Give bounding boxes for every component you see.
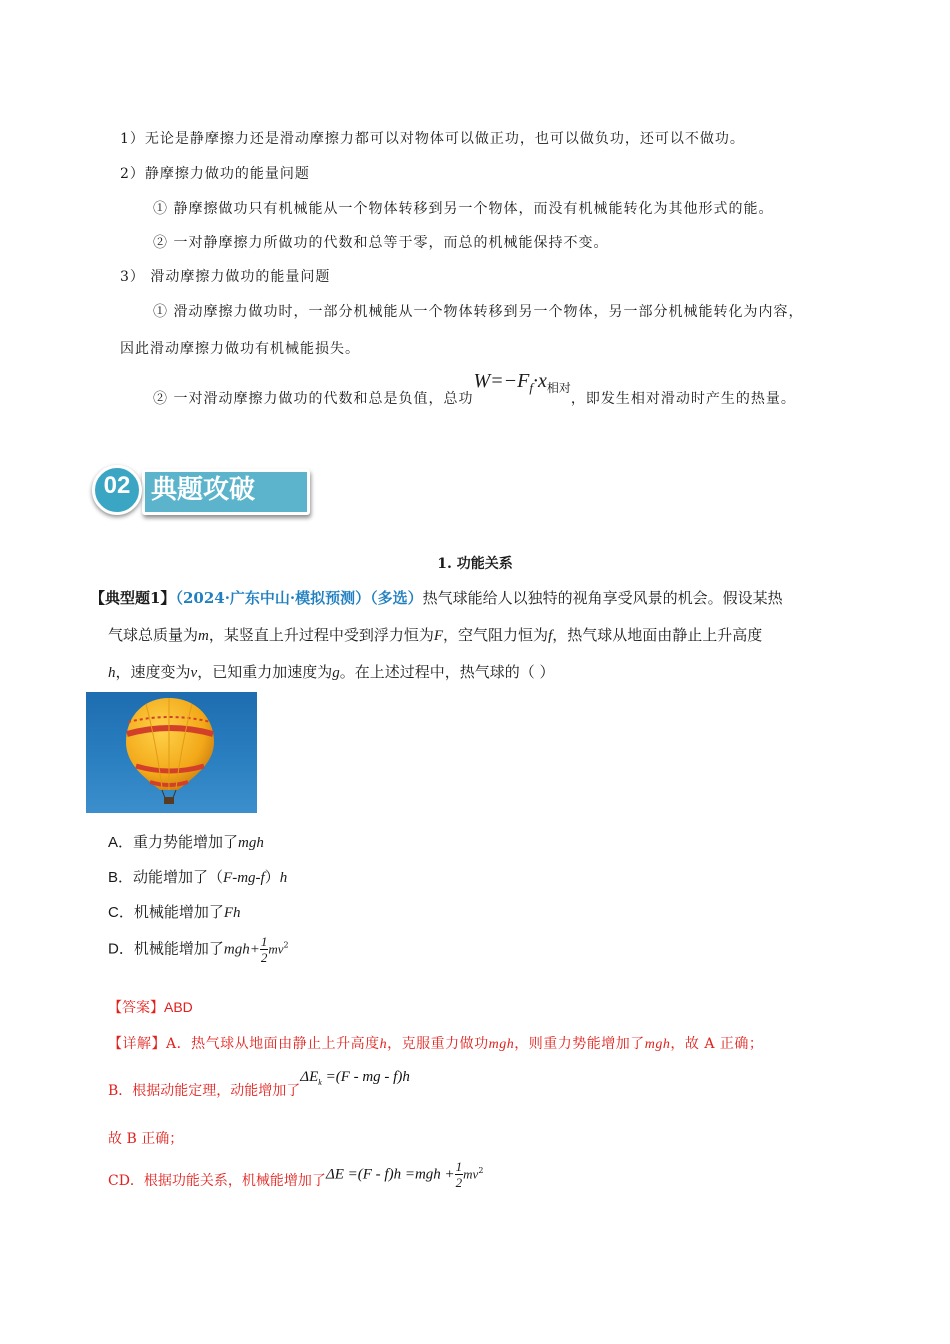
stem-text: ，速度变为 bbox=[115, 663, 191, 681]
mechanical-energy-formula: ΔE =(F - f)h =mgh + bbox=[325, 1166, 455, 1183]
stem-text: ，某竖直上升过程中受到浮力恒为 bbox=[208, 626, 434, 644]
formula-rest: =(F - mg - f)h bbox=[321, 1069, 410, 1085]
note-1: 1）无论是静摩擦力还是滑动摩擦力都可以对物体可以做正功，也可以做负功，还可以不做功。 bbox=[120, 131, 745, 147]
option-d-label: D． bbox=[108, 940, 134, 958]
option-c-label: C． bbox=[108, 904, 134, 921]
question-source: （2024·广东中山·模拟预测） bbox=[175, 589, 371, 607]
explain-line-3: 故 B 正确； bbox=[108, 1131, 184, 1147]
var-mgh: mgh bbox=[488, 1037, 515, 1052]
option-d-sup: 2 bbox=[283, 940, 289, 950]
note-3b-tail: ，即发生相对滑动时产生的热量。 bbox=[570, 391, 796, 407]
var-m: m bbox=[198, 628, 209, 644]
stem-text: ，热气球从地面由静止上升高度 bbox=[552, 626, 763, 644]
fraction-numerator: 1 bbox=[260, 934, 268, 949]
formula-delta-e: ΔE bbox=[300, 1069, 319, 1085]
option-b-text: 动能增加了（ bbox=[133, 868, 224, 886]
option-b-h: h bbox=[279, 870, 288, 886]
option-c-text: 机械能增加了 bbox=[133, 903, 224, 921]
stem-text: ，空气阻力恒为 bbox=[443, 626, 549, 644]
option-a-text: 重力势能增加了 bbox=[133, 833, 239, 851]
answer-label: 【答案】 bbox=[108, 1000, 164, 1016]
work-formula-x: ·x bbox=[532, 370, 547, 392]
work-formula bbox=[473, 370, 571, 395]
explain-text: ，则重力势能增加了 bbox=[514, 1036, 645, 1052]
note-3b bbox=[153, 370, 796, 407]
option-b-tail: ） bbox=[264, 868, 280, 886]
fraction-denominator: 2 bbox=[260, 950, 268, 965]
formula-tail: mv bbox=[463, 1166, 479, 1182]
work-formula-sub-rel: 相对 bbox=[546, 381, 571, 395]
question-stem-1: 热气球能给人以独特的视角享受风景的机会。假设某热 bbox=[422, 589, 783, 607]
answer-line bbox=[108, 997, 193, 1017]
option-d bbox=[108, 935, 289, 964]
var-mgh: mgh bbox=[644, 1037, 671, 1052]
fraction-numerator: 1 bbox=[455, 1159, 463, 1174]
explain-line-2 bbox=[108, 1066, 410, 1099]
banner-number: 02 bbox=[92, 465, 142, 515]
note-2b: ② 一对静摩擦力所做功的代数和总等于零，而总的机械能保持不变。 bbox=[153, 235, 609, 251]
option-b-math: F-mg-f bbox=[223, 870, 265, 886]
kinetic-energy-formula bbox=[300, 1069, 410, 1085]
var-F: F bbox=[433, 628, 444, 644]
option-d-math: mgh+ bbox=[223, 941, 260, 958]
question-line-1 bbox=[90, 587, 783, 608]
var-g: g bbox=[332, 665, 340, 681]
explain-label: 【详解】 bbox=[108, 1036, 166, 1052]
option-b-label: B． bbox=[108, 869, 134, 886]
option-c-math: Fh bbox=[223, 905, 241, 921]
var-h: h bbox=[379, 1037, 388, 1052]
option-d-text: 机械能增加了 bbox=[133, 939, 224, 958]
explain-text: A．热气球从地面由静止上升高度 bbox=[166, 1036, 380, 1052]
work-formula-main: W=−F bbox=[473, 370, 530, 392]
question-type: （多选） bbox=[370, 589, 423, 607]
note-3a-cont: 因此滑动摩擦力做功有机械能损失。 bbox=[120, 341, 360, 357]
note-2: 2）静摩擦力做功的能量问题 bbox=[120, 166, 310, 182]
stem-text: ，已知重力加速度为 bbox=[197, 663, 333, 681]
answer-value: ABD bbox=[164, 999, 193, 1015]
question-tag: 【典型题1】 bbox=[90, 589, 176, 607]
formula-fraction bbox=[455, 1160, 464, 1189]
var-h: h bbox=[108, 665, 116, 681]
work-formula-sub-f: f bbox=[529, 380, 533, 395]
formula-sup: 2 bbox=[478, 1165, 484, 1175]
explain-line-1 bbox=[108, 1033, 763, 1053]
question-line-3 bbox=[108, 661, 554, 682]
explain-line-4 bbox=[108, 1160, 483, 1189]
explain-text: CD．根据功能关系，机械能增加了 bbox=[108, 1172, 326, 1189]
option-a-label: A． bbox=[108, 834, 134, 851]
option-c bbox=[108, 901, 241, 922]
hot-air-balloon-image bbox=[86, 692, 257, 813]
var-v: v bbox=[190, 665, 198, 681]
option-a bbox=[108, 831, 264, 852]
option-d-tail: mv bbox=[268, 941, 284, 957]
section-banner bbox=[92, 465, 317, 521]
formula-sub-k: k bbox=[318, 1078, 322, 1087]
note-2a: ① 静摩擦做功只有机械能从一个物体转移到另一个物体，而没有机械能转化为其他形式的能。 bbox=[153, 201, 774, 217]
stem-text: 。在上述过程中，热气球的（ ） bbox=[339, 663, 555, 681]
note-3b-text: ② 一对滑动摩擦力做功的代数和总是负值，总功 bbox=[153, 391, 474, 407]
var-f: f bbox=[548, 628, 553, 644]
fraction-denominator: 2 bbox=[455, 1175, 463, 1190]
option-b bbox=[108, 866, 287, 887]
explain-text: B．根据动能定理，动能增加了 bbox=[108, 1083, 301, 1099]
explain-text: ，克服重力做功 bbox=[387, 1036, 489, 1052]
note-3: 3） 滑动摩擦力做功的能量问题 bbox=[120, 269, 331, 285]
note-3a: ① 滑动摩擦力做功时，一部分机械能从一个物体转移到另一个物体，另一部分机械能转化为内容， bbox=[153, 304, 804, 320]
banner-title: 典题攻破 bbox=[142, 469, 310, 515]
section-title: 1. 功能关系 bbox=[437, 556, 513, 572]
question-line-2 bbox=[108, 624, 762, 645]
stem-text: 气球总质量为 bbox=[108, 626, 199, 644]
option-a-math: mgh bbox=[238, 835, 264, 851]
balloon-illustration bbox=[86, 692, 257, 813]
explain-text: ，故 A 正确； bbox=[670, 1036, 764, 1052]
